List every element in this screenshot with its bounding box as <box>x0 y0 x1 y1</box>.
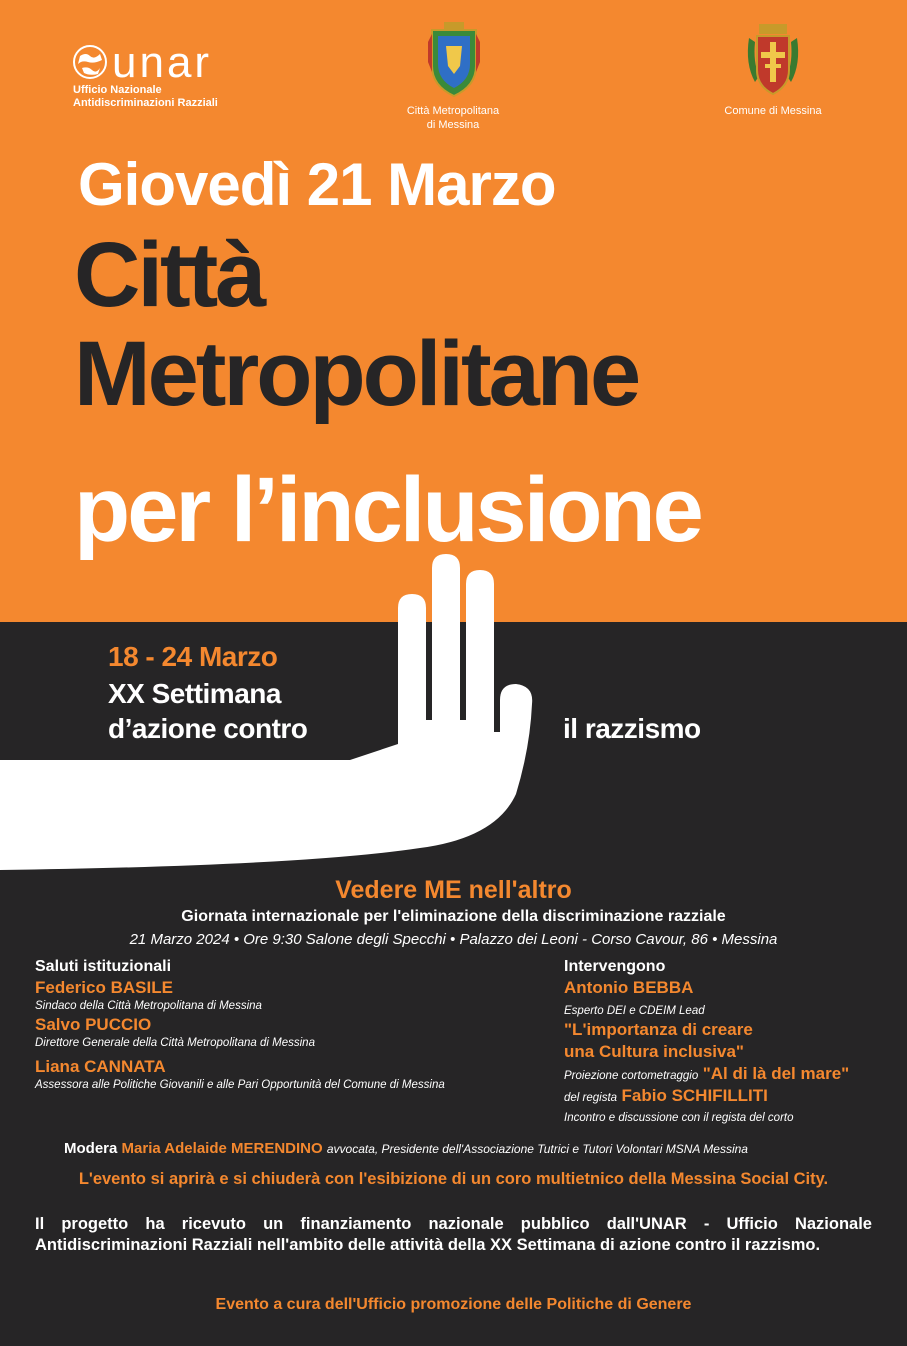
crest-icon <box>745 24 801 100</box>
moderator-prefix: Modera <box>64 1140 118 1157</box>
unar-sub-line1: Ufficio Nazionale <box>73 84 162 96</box>
main-title <box>74 226 638 424</box>
comune-label: Comune di Messina <box>724 105 822 117</box>
speaker-name: Salvo PUCCIO <box>35 1015 152 1034</box>
talk-title-line1: "L'importanza di creare <box>564 1020 753 1039</box>
coat-of-arms-icon <box>426 22 482 100</box>
event-when: 21 Marzo 2024 • Ore 9:30 Salone degli Specchi • Palazzo dei Leoni - Corso Cavour, 86 • Messina <box>129 931 778 948</box>
speaker-name: Antonio BEBBA <box>564 978 694 997</box>
talk-title-line2: una Cultura inclusiva" <box>564 1042 744 1061</box>
funding-note: Il progetto ha ricevuto un finanziamento nazionale pubblico dall'UNAR - Ufficio Nazionale Antidiscriminazioni Razziali nell'ambito delle attività della XX Settimana di azione contro il razzismo. <box>35 1215 872 1254</box>
speaker-name: Federico BASILE <box>35 978 173 997</box>
curated-by: Evento a cura dell'Ufficio promozione delle Politiche di Genere <box>215 1296 692 1313</box>
unar-sub-line2: Antidiscriminazioni Razziali <box>73 97 218 109</box>
moderator-name: Maria Adelaide MERENDINO <box>121 1140 323 1157</box>
unar-wordmark: unar <box>112 38 213 87</box>
speaker-name: Liana CANNATA <box>35 1057 166 1076</box>
film-title: "Al di là del mare" <box>702 1064 850 1083</box>
speaker-role: Esperto DEI e CDEIM Lead <box>564 1005 705 1017</box>
speakers-heading: Intervengono <box>564 958 666 975</box>
choir-note: L'evento si aprirà e si chiuderà con l'esibizione di un coro multietnico della Messina Social City. <box>78 1170 829 1188</box>
title-line2: Metropolitane <box>74 323 639 425</box>
week-line1: XX Settimana <box>108 678 281 709</box>
director-prefix: del regista <box>564 1092 618 1104</box>
speaker-role: Sindaco della Città Metropolitana di Messina <box>35 1000 262 1012</box>
event-subtitle: Giornata internazionale per l'eliminazione della discriminazione razziale <box>181 908 726 925</box>
projection-prefix: Proiezione cortometraggio <box>564 1070 699 1082</box>
director-name: Fabio SCHIFILLITI <box>621 1086 768 1105</box>
title-line3: per l’inclusione <box>74 459 701 561</box>
week-line3: il razzismo <box>563 713 701 744</box>
meeting-note: Incontro e discussione con il regista del corto <box>564 1112 794 1124</box>
globe-logo-icon <box>72 44 108 80</box>
speaker-role: Assessora alle Politiche Giovanili e alle Pari Opportunità del Comune di Messina <box>35 1079 445 1091</box>
greetings-heading: Saluti istituzionali <box>35 958 172 975</box>
moderator-line <box>64 1140 748 1157</box>
title-line1: Città <box>74 224 264 326</box>
moderator-role: avvocata, Presidente dell'Associazione Tutrici e Tutori Volontari MSNA Messina <box>326 1142 748 1156</box>
unar-subtitle <box>73 84 218 110</box>
week-line2: d’azione contro <box>108 713 308 744</box>
projection-line <box>564 1064 849 1084</box>
citta-line2: di Messina <box>426 119 480 131</box>
event-date-heading: Giovedì 21 Marzo <box>78 151 556 218</box>
citta-metropolitana-label <box>380 104 526 132</box>
speaker-role: Direttore Generale della Città Metropolitana di Messina <box>35 1037 315 1049</box>
event-title: Vedere ME nell'altro <box>335 876 572 904</box>
week-dates: 18 - 24 Marzo <box>108 641 278 672</box>
director-line <box>564 1086 768 1106</box>
citta-line1: Città Metropolitana <box>406 105 500 117</box>
